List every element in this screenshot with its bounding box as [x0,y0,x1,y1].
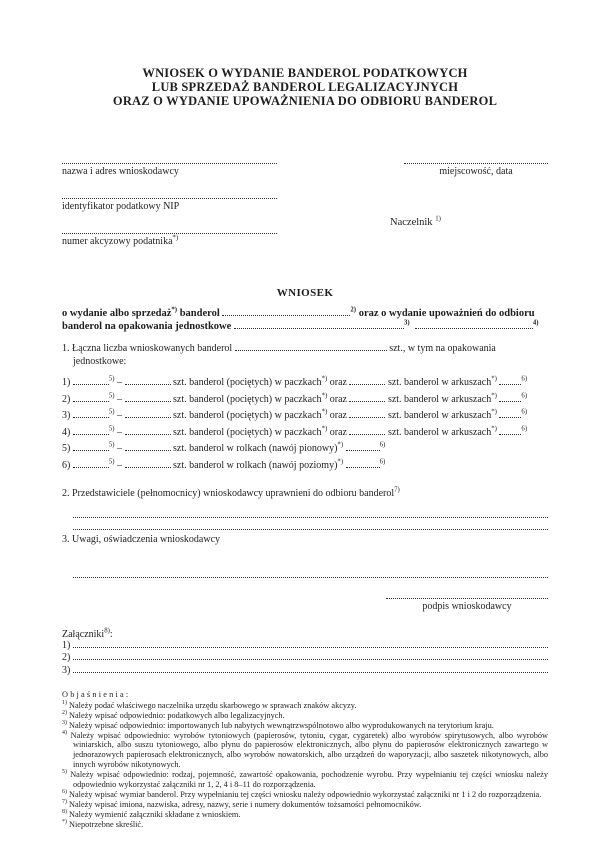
point-2 [62,488,548,530]
banderol-type-field[interactable] [222,315,350,316]
row-number: 1) [62,377,71,388]
form-title [62,66,548,108]
applicant-block [62,154,277,259]
footnote-star: *) Niepotrzebne skreślić. [62,818,144,829]
place-date-block [390,154,548,259]
form-title-line1: WNIOSEK O WYDANIE BANDEROL PODATKOWYCH [142,66,468,80]
packs-count-field[interactable] [125,417,171,418]
sheets-count-field[interactable] [349,384,385,385]
packs-count-field[interactable] [125,384,171,385]
point-1 [62,342,548,368]
attachment-3-field[interactable] [73,672,548,673]
header-fields [62,154,548,259]
rolls-count-field[interactable] [125,450,171,451]
banderol-rows [62,375,548,474]
footnote-3: $^{3)}$ Należy wpisać odpowiednio: importowanych lub nabytych wewnątrzwspólnotowo albo wyprodukowanych na terytorium kraju. [62,719,494,730]
representatives-field-line1[interactable] [73,507,548,518]
point-1-line2: jednostkowe: [73,356,127,367]
dimension-field[interactable] [346,467,380,468]
banderol-row-5: 5) $^{5)}$ – szt. banderol w rolkach (nawój pionowy)*) $^{6)}$ [62,441,386,454]
packs-count-field[interactable] [125,434,171,435]
footnote-1: $^{1)}$ Należy podać właściwego naczelnika urzędu skarbowego w sprawach znaków akcyzy. [62,700,357,710]
row-number: 2) [62,393,71,405]
row-number: 4) [62,426,71,438]
footnote-6: $^{6)}$ Należy wpisać wymiar banderol. Przy wypełnianiu tej części wniosku należy odpowiednio wykorzystać załączniki nr 1 i 2 do rozporządzenia. [62,789,542,799]
signature-field[interactable] [386,588,548,599]
naczelnik-line: Naczelnik $^{1)}$ [390,215,441,228]
signature-block [386,588,548,613]
nip-group [62,189,277,213]
footnote-8: $^{8)}$ Należy wymienić załączniki składane z wnioskiem. [62,809,241,819]
dimension-field[interactable] [499,401,521,402]
excise-number-label: numer akcyzowy podatnika*) [62,234,179,247]
footnote-4: $^{4)}$ Należy wpisać odpowiednio: wyrobów tytoniowych (papierosów, tytoniu, cygar, cygaretek) albo wyrobów spirytusowych, albo wyrobów winiarskich, albo suszu tytoniowego, albo płynu do papierosów elektronicznych, albo płynu do papierosów elektronicznych zawartego w jednorazowych papierosach elektronicznych, albo wyrobów nowatorskich, albo urządzeń do waporyzacji, albo saszetek nikotynowych, albo innych wyrobów nikotynowych. [62,729,549,770]
banderol-row-2: 2) $^{5)}$ – szt. banderol (pociętych) w paczkach*) oraz szt. banderol w arkuszach*) $^{6)}$ [62,392,528,405]
product-kind-field[interactable] [415,328,533,329]
form-title-line2: LUB SPRZEDAŻ BANDEROL LEGALIZACYJNYCH [151,80,459,94]
product-type-field[interactable] [73,384,109,385]
excise-number-field[interactable] [62,224,277,234]
banderol-row-3: 3) $^{5)}$ – szt. banderol (pociętych) w paczkach*) oraz szt. banderol w arkuszach*) $^{6)}$ [62,408,528,421]
intro-line2: banderol na opakowania jednostkowe $^{3)}$ $^{4)}$ [62,319,539,332]
attachment-1-field[interactable] [73,647,548,648]
applicant-name-group [62,154,277,178]
dimension-field[interactable] [499,434,521,435]
product-type-field[interactable] [73,450,109,451]
nip-label: identyfikator podatkowy NIP [62,201,180,212]
nip-field[interactable] [62,189,277,199]
product-type-field[interactable] [73,467,109,468]
attachments-section [62,629,548,677]
banderol-row-4: 4) $^{5)}$ – szt. banderol (pociętych) w paczkach*) oraz szt. banderol w arkuszach*) $^{6)}$ [62,425,528,438]
attachment-row-1: 1) [62,640,548,652]
point-3-heading: 3. Uwagi, oświadczenia wnioskodawcy [62,534,221,545]
rolls-count-field[interactable] [125,467,171,468]
total-count-field[interactable] [235,350,387,351]
banderol-row-1: 1) $^{5)}$ – szt. banderol (pociętych) w paczkach*) oraz szt. banderol w arkuszach*) $^{6)}$ [62,375,528,388]
product-type-field[interactable] [73,417,109,418]
place-date-label: miejscowość, data [439,166,513,177]
applicant-name-field[interactable] [62,154,277,164]
point-2-heading: 2. Przedstawiciele (pełnomocnicy) wnioskodawcy uprawnieni do odbioru banderol$^{7)}$ [62,486,400,499]
attachments-heading: Załączniki$^{8)}$: [62,627,113,640]
attachment-row-2: 2) [62,652,548,664]
point-1-line1: 1. Łączna liczba wnioskowanych banderol szt., w tym na opakowania [62,343,496,354]
wniosek-intro [62,307,548,333]
point-3 [62,534,548,578]
dimension-field[interactable] [499,417,521,418]
footnote-2: $^{2)}$ Należy wpisać odpowiednio: podatkowych albo legalizacyjnych. [62,709,285,720]
footnote-7: $^{7)}$ Należy wpisać imiona, nazwiska, adresy, nazwy, serie i numery dokumentów tożsamości pełnomocników. [62,799,422,809]
row-number: 5) [62,443,71,454]
dimension-field[interactable] [346,450,380,451]
footnote-5: $^{5)}$ Należy wpisać odpowiednio: rodzaj, pojemność, zawartość opakowania, pochodzenie wyrobu. Przy wypełnianiu tej części wniosku należy odpowiednio wykorzystać załączniki nr 1, 2, 4 i 8–11 do rozporządzenia. [62,769,548,790]
excise-number-group [62,224,277,248]
attachment-row-3: 3) [62,665,548,677]
wniosek-heading: WNIOSEK [276,287,334,299]
attachment-2-field[interactable] [73,659,548,660]
row-number: 3) [62,410,71,421]
place-date-field[interactable] [404,154,548,164]
origin-field[interactable] [234,328,404,329]
footnotes-heading: Objaśnienia: [62,689,131,699]
product-type-field[interactable] [73,401,109,402]
sheets-count-field[interactable] [349,401,385,402]
banderol-row-6: 6) $^{5)}$ – szt. banderol w rolkach (nawój poziomy)*) $^{6)}$ [62,458,386,471]
intro-line1: o wydanie albo sprzedaż*) banderol $^{2)}$ oraz o wydanie upoważnień do odbioru [62,306,535,319]
form-title-line3: ORAZ O WYDANIE UPOWAŻNIENIA DO ODBIORU BANDEROL [112,94,498,108]
dimension-field[interactable] [499,384,521,385]
footnotes-section [62,690,548,830]
row-number: 6) [62,459,71,471]
signature-label: podpis wnioskodawcy [422,601,512,612]
packs-count-field[interactable] [125,401,171,402]
representatives-field-line2[interactable] [73,519,548,530]
applicant-name-label: nazwa i adres wnioskodawcy [62,166,179,177]
remarks-field-line[interactable] [73,567,548,578]
sheets-count-field[interactable] [349,417,385,418]
sheets-count-field[interactable] [349,434,385,435]
product-type-field[interactable] [73,434,109,435]
